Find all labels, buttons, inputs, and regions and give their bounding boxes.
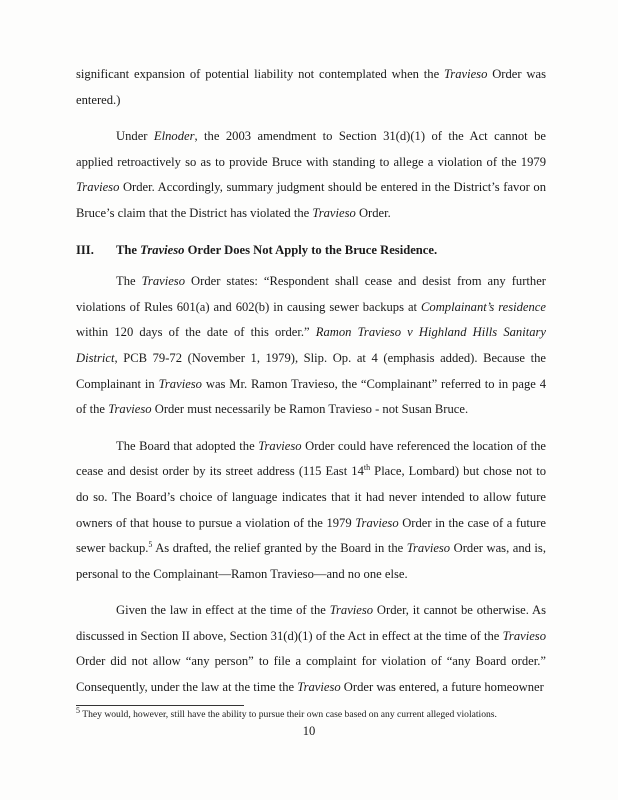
case-name: Travieso — [406, 541, 451, 556]
text-run: Order. Accordingly, summary judgment should be entered in the District’s favor on Bruce’s claim that the District has violated the — [76, 180, 546, 220]
text-run: Order. — [355, 205, 391, 220]
text-run: Order did not allow “any person” to file a complaint for violation of “any Board order.” Consequently, under the law at the time the — [76, 654, 546, 695]
footnote-reference[interactable]: 5 — [148, 539, 153, 549]
paragraph-order-states — [76, 269, 546, 423]
text-run: Order states: “Respondent shall cease and desist from any further violations of Rules 601(a) and 602(b) in causing sewer backups at — [76, 274, 546, 314]
page-number: 10 — [302, 724, 316, 738]
case-name: Travieso — [329, 603, 374, 618]
section-title — [116, 238, 437, 264]
text-run: Order was entered.) — [76, 67, 546, 107]
body-text — [76, 62, 546, 701]
section-number: III. — [76, 242, 94, 257]
case-name: Travieso — [312, 205, 356, 220]
emphasis-text: Complainant’s residence — [421, 299, 546, 314]
text-run: Place, Lombard) but chose not to do so. The Board’s choice of language indicates that it had never intended to allow future owners of that house to pursue a violation of the 1979 — [76, 464, 546, 530]
case-name: Travieso — [258, 438, 302, 453]
footnote-marker: 5 — [76, 705, 80, 715]
section-heading — [76, 238, 546, 264]
text-run: Order was, and is, personal to the Complainant—Ramon Travieso—and no one else. — [76, 541, 546, 581]
text-run: The — [116, 242, 141, 257]
case-citation: Ramon Travieso v Highland Hills Sanitary District — [76, 325, 546, 365]
text-run: As drafted, the relief granted by the Board in the — [152, 541, 407, 556]
footnote — [76, 705, 546, 721]
paragraph-elnoder — [76, 124, 546, 226]
case-name: Travieso — [355, 515, 399, 530]
text-run: The — [116, 274, 142, 289]
text-run: Order, it cannot be otherwise. As discussed in Section II above, Section 31(d)(1) of the Act in effect at the time of the — [76, 603, 546, 643]
text-run: Order must necessarily be Ramon Travieso - not Susan Bruce. — [151, 402, 469, 417]
text-run: The Board that adopted the — [116, 438, 259, 453]
case-name: Travieso — [140, 242, 185, 257]
case-name: Elnoder — [153, 129, 195, 144]
text-run: Order in the case of a future sewer backup. — [76, 515, 547, 556]
case-name: Travieso — [158, 376, 202, 391]
text-run: Given the law in effect at the time of the — [116, 603, 330, 618]
text-run: Order was entered, a future homeowner — [340, 680, 544, 695]
paragraph-board — [76, 434, 546, 588]
case-name: Travieso — [108, 402, 152, 417]
footnote-divider — [76, 705, 244, 706]
case-name: Travieso — [444, 67, 488, 81]
case-name: Travieso — [141, 274, 185, 289]
text-run: Order could have referenced the location of the cease and desist order by its street address (115 East 14 — [76, 438, 546, 479]
text-run: within 120 days of the date of this order.” — [76, 325, 316, 340]
paragraph-continuation — [76, 62, 546, 113]
paragraph-given-law — [76, 598, 546, 700]
text-run: Under — [116, 129, 154, 144]
text-run: was Mr. Ramon Travieso, the “Complainant” referred to in page 4 of the — [76, 376, 546, 417]
case-name: Travieso — [502, 628, 546, 643]
text-run: significant expansion of potential liability not contemplated when the — [76, 67, 444, 81]
text-run: , the 2003 amendment to Section 31(d)(1) of the Act cannot be applied retroactively so as to provide Bruce with standing to allege a violation of the 1979 — [76, 129, 546, 169]
case-name: Travieso — [76, 180, 120, 195]
ordinal-suffix: th — [363, 463, 371, 473]
text-run: , PCB 79-72 (November 1, 1979), Slip. Op. at 4 (emphasis added). Because the Complainant in — [76, 350, 546, 391]
text-run: Order Does Not Apply to the Bruce Residence. — [184, 242, 438, 257]
case-name: Travieso — [297, 680, 341, 695]
footnote-text: They would, however, still have the ability to pursue their own case based on any current alleged violations. — [80, 709, 497, 720]
